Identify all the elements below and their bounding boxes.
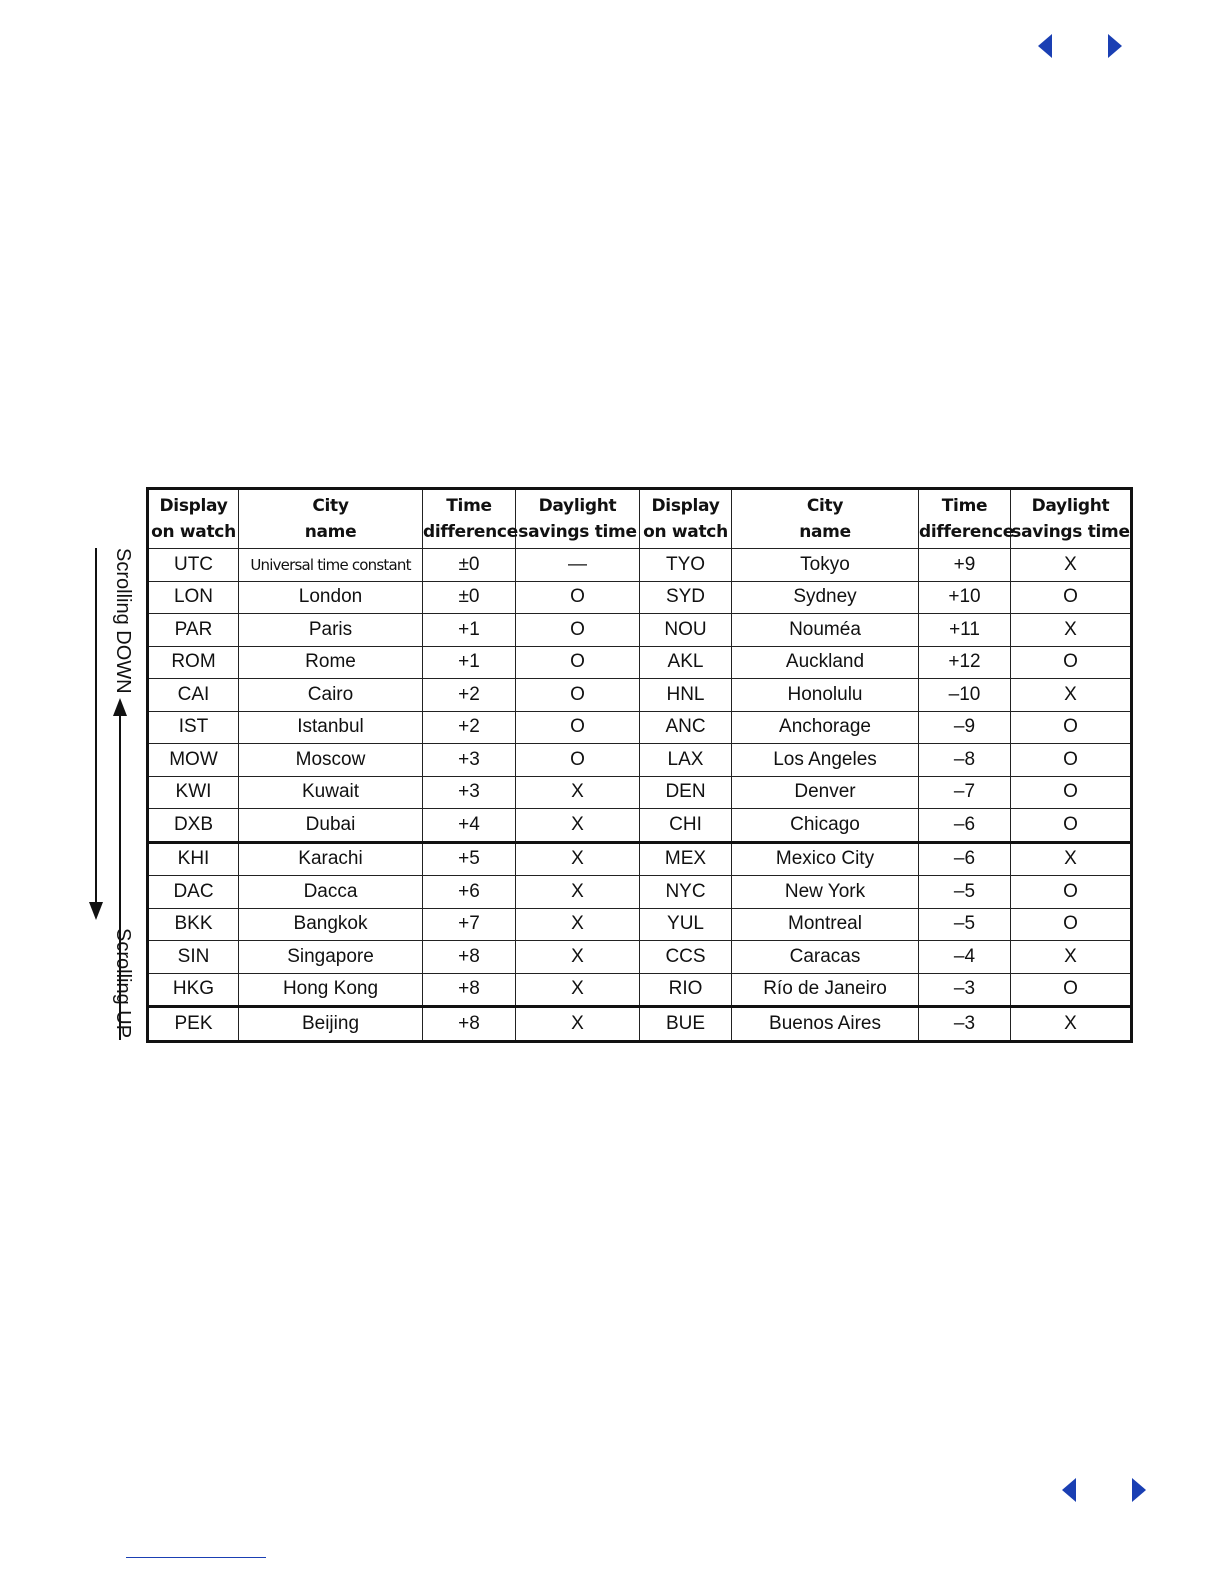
table-row: [148, 876, 1132, 909]
time-difference-right: –5: [919, 908, 1011, 941]
display-code-left: KHI: [148, 842, 239, 876]
city-name-left: London: [239, 581, 423, 614]
time-difference-right: +11: [919, 614, 1011, 647]
table-row: [148, 908, 1132, 941]
header-dst-left: Daylight savings time: [516, 489, 640, 549]
display-code-left: PEK: [148, 1007, 239, 1042]
time-difference-left: +5: [423, 842, 516, 876]
dst-mark-right: O: [1011, 809, 1132, 843]
city-name-left: Universal time constant: [239, 549, 423, 582]
header-city-right: City name: [732, 489, 919, 549]
dst-mark-right: O: [1011, 581, 1132, 614]
dst-mark-right: O: [1011, 646, 1132, 679]
city-name-right: Nouméa: [732, 614, 919, 647]
city-name-right: Caracas: [732, 941, 919, 974]
city-name-left: Cairo: [239, 679, 423, 712]
bottom-page-nav: [1062, 1478, 1146, 1502]
time-difference-right: –6: [919, 842, 1011, 876]
time-difference-left: ±0: [423, 549, 516, 582]
city-name-left: Singapore: [239, 941, 423, 974]
dst-mark-left: X: [516, 842, 640, 876]
header-dst-right: Daylight savings time: [1011, 489, 1132, 549]
display-code-right: SYD: [640, 581, 732, 614]
dst-mark-left: O: [516, 679, 640, 712]
time-difference-right: –7: [919, 776, 1011, 809]
city-name-right: Río de Janeiro: [732, 973, 919, 1007]
display-code-left: CAI: [148, 679, 239, 712]
header-time-right: Time difference: [919, 489, 1011, 549]
display-code-left: ROM: [148, 646, 239, 679]
time-difference-right: –10: [919, 679, 1011, 712]
dst-mark-right: X: [1011, 679, 1132, 712]
scrolling-up-label: Scrolling UP: [112, 928, 134, 1039]
city-name-right: Denver: [732, 776, 919, 809]
table-row: [148, 679, 1132, 712]
city-name-right: Honolulu: [732, 679, 919, 712]
time-difference-right: –4: [919, 941, 1011, 974]
time-difference-left: +2: [423, 679, 516, 712]
time-difference-left: +6: [423, 876, 516, 909]
city-code-table: [146, 487, 1133, 1043]
dst-mark-left: X: [516, 876, 640, 909]
time-difference-left: +1: [423, 614, 516, 647]
previous-page-icon[interactable]: [1038, 34, 1052, 58]
city-name-left: Rome: [239, 646, 423, 679]
display-code-left: UTC: [148, 549, 239, 582]
display-code-left: DXB: [148, 809, 239, 843]
table-row: [148, 1007, 1132, 1042]
city-name-left: Istanbul: [239, 711, 423, 744]
dst-mark-left: —: [516, 549, 640, 582]
scrolling-down-label: Scrolling DOWN: [112, 548, 134, 694]
table-row: [148, 776, 1132, 809]
footer-link-underline[interactable]: [126, 1557, 266, 1558]
city-name-left: Hong Kong: [239, 973, 423, 1007]
time-difference-left: +3: [423, 744, 516, 777]
time-difference-left: +8: [423, 973, 516, 1007]
city-name-left: Dubai: [239, 809, 423, 843]
table-row: [148, 744, 1132, 777]
display-code-right: NYC: [640, 876, 732, 909]
dst-mark-left: X: [516, 973, 640, 1007]
city-name-right: Chicago: [732, 809, 919, 843]
header-time-left: Time difference: [423, 489, 516, 549]
dst-mark-left: X: [516, 941, 640, 974]
top-page-nav: [1038, 34, 1122, 58]
city-name-left: Kuwait: [239, 776, 423, 809]
display-code-left: SIN: [148, 941, 239, 974]
dst-mark-right: O: [1011, 876, 1132, 909]
table-body: [148, 549, 1132, 1042]
dst-mark-left: O: [516, 711, 640, 744]
time-difference-right: +10: [919, 581, 1011, 614]
time-difference-right: –5: [919, 876, 1011, 909]
city-name-right: Auckland: [732, 646, 919, 679]
header-city-left: City name: [239, 489, 423, 549]
display-code-left: DAC: [148, 876, 239, 909]
city-name-right: Buenos Aires: [732, 1007, 919, 1042]
dst-mark-right: O: [1011, 776, 1132, 809]
time-difference-left: +1: [423, 646, 516, 679]
city-name-right: Tokyo: [732, 549, 919, 582]
display-code-right: AKL: [640, 646, 732, 679]
dst-mark-right: O: [1011, 973, 1132, 1007]
time-difference-left: +7: [423, 908, 516, 941]
dst-mark-left: O: [516, 744, 640, 777]
city-name-right: Sydney: [732, 581, 919, 614]
dst-mark-right: O: [1011, 908, 1132, 941]
table-row: [148, 973, 1132, 1007]
display-code-left: IST: [148, 711, 239, 744]
city-name-left: Dacca: [239, 876, 423, 909]
table-row: [148, 549, 1132, 582]
time-difference-left: +4: [423, 809, 516, 843]
display-code-right: CHI: [640, 809, 732, 843]
dst-mark-left: X: [516, 908, 640, 941]
city-name-left: Karachi: [239, 842, 423, 876]
table-row: [148, 941, 1132, 974]
time-difference-left: +2: [423, 711, 516, 744]
display-code-left: HKG: [148, 973, 239, 1007]
display-code-left: MOW: [148, 744, 239, 777]
next-page-icon[interactable]: [1108, 34, 1122, 58]
time-difference-right: –8: [919, 744, 1011, 777]
city-name-right: Mexico City: [732, 842, 919, 876]
display-code-right: RIO: [640, 973, 732, 1007]
display-code-left: PAR: [148, 614, 239, 647]
display-code-right: HNL: [640, 679, 732, 712]
time-difference-right: –3: [919, 973, 1011, 1007]
dst-mark-right: O: [1011, 744, 1132, 777]
time-difference-left: ±0: [423, 581, 516, 614]
table-row: [148, 581, 1132, 614]
display-code-right: DEN: [640, 776, 732, 809]
dst-mark-right: O: [1011, 711, 1132, 744]
time-difference-right: +9: [919, 549, 1011, 582]
time-difference-left: +8: [423, 941, 516, 974]
table-row: [148, 842, 1132, 876]
dst-mark-left: X: [516, 776, 640, 809]
display-code-right: NOU: [640, 614, 732, 647]
previous-page-icon[interactable]: [1062, 1478, 1076, 1502]
dst-mark-right: X: [1011, 941, 1132, 974]
time-difference-left: +8: [423, 1007, 516, 1042]
display-code-right: BUE: [640, 1007, 732, 1042]
table-row: [148, 809, 1132, 843]
time-difference-right: –9: [919, 711, 1011, 744]
display-code-right: CCS: [640, 941, 732, 974]
city-name-right: Los Angeles: [732, 744, 919, 777]
header-display-left: Display on watch: [148, 489, 239, 549]
display-code-left: KWI: [148, 776, 239, 809]
dst-mark-left: X: [516, 1007, 640, 1042]
dst-mark-left: O: [516, 614, 640, 647]
dst-mark-right: X: [1011, 1007, 1132, 1042]
dst-mark-left: O: [516, 646, 640, 679]
next-page-icon[interactable]: [1132, 1478, 1146, 1502]
header-display-right: Display on watch: [640, 489, 732, 549]
city-name-left: Bangkok: [239, 908, 423, 941]
city-name-left: Beijing: [239, 1007, 423, 1042]
display-code-left: LON: [148, 581, 239, 614]
time-difference-right: –6: [919, 809, 1011, 843]
time-difference-right: –3: [919, 1007, 1011, 1042]
dst-mark-right: X: [1011, 614, 1132, 647]
display-code-right: MEX: [640, 842, 732, 876]
display-code-right: LAX: [640, 744, 732, 777]
city-name-right: New York: [732, 876, 919, 909]
display-code-right: ANC: [640, 711, 732, 744]
table-row: [148, 711, 1132, 744]
dst-mark-left: O: [516, 581, 640, 614]
table-row: [148, 614, 1132, 647]
city-name-left: Paris: [239, 614, 423, 647]
city-name-left: Moscow: [239, 744, 423, 777]
dst-mark-left: X: [516, 809, 640, 843]
display-code-right: YUL: [640, 908, 732, 941]
dst-mark-right: X: [1011, 842, 1132, 876]
time-difference-left: +3: [423, 776, 516, 809]
table-row: [148, 646, 1132, 679]
time-difference-right: +12: [919, 646, 1011, 679]
display-code-right: TYO: [640, 549, 732, 582]
dst-mark-right: X: [1011, 549, 1132, 582]
city-name-right: Anchorage: [732, 711, 919, 744]
city-name-right: Montreal: [732, 908, 919, 941]
display-code-left: BKK: [148, 908, 239, 941]
table-header-row: [148, 489, 1132, 549]
